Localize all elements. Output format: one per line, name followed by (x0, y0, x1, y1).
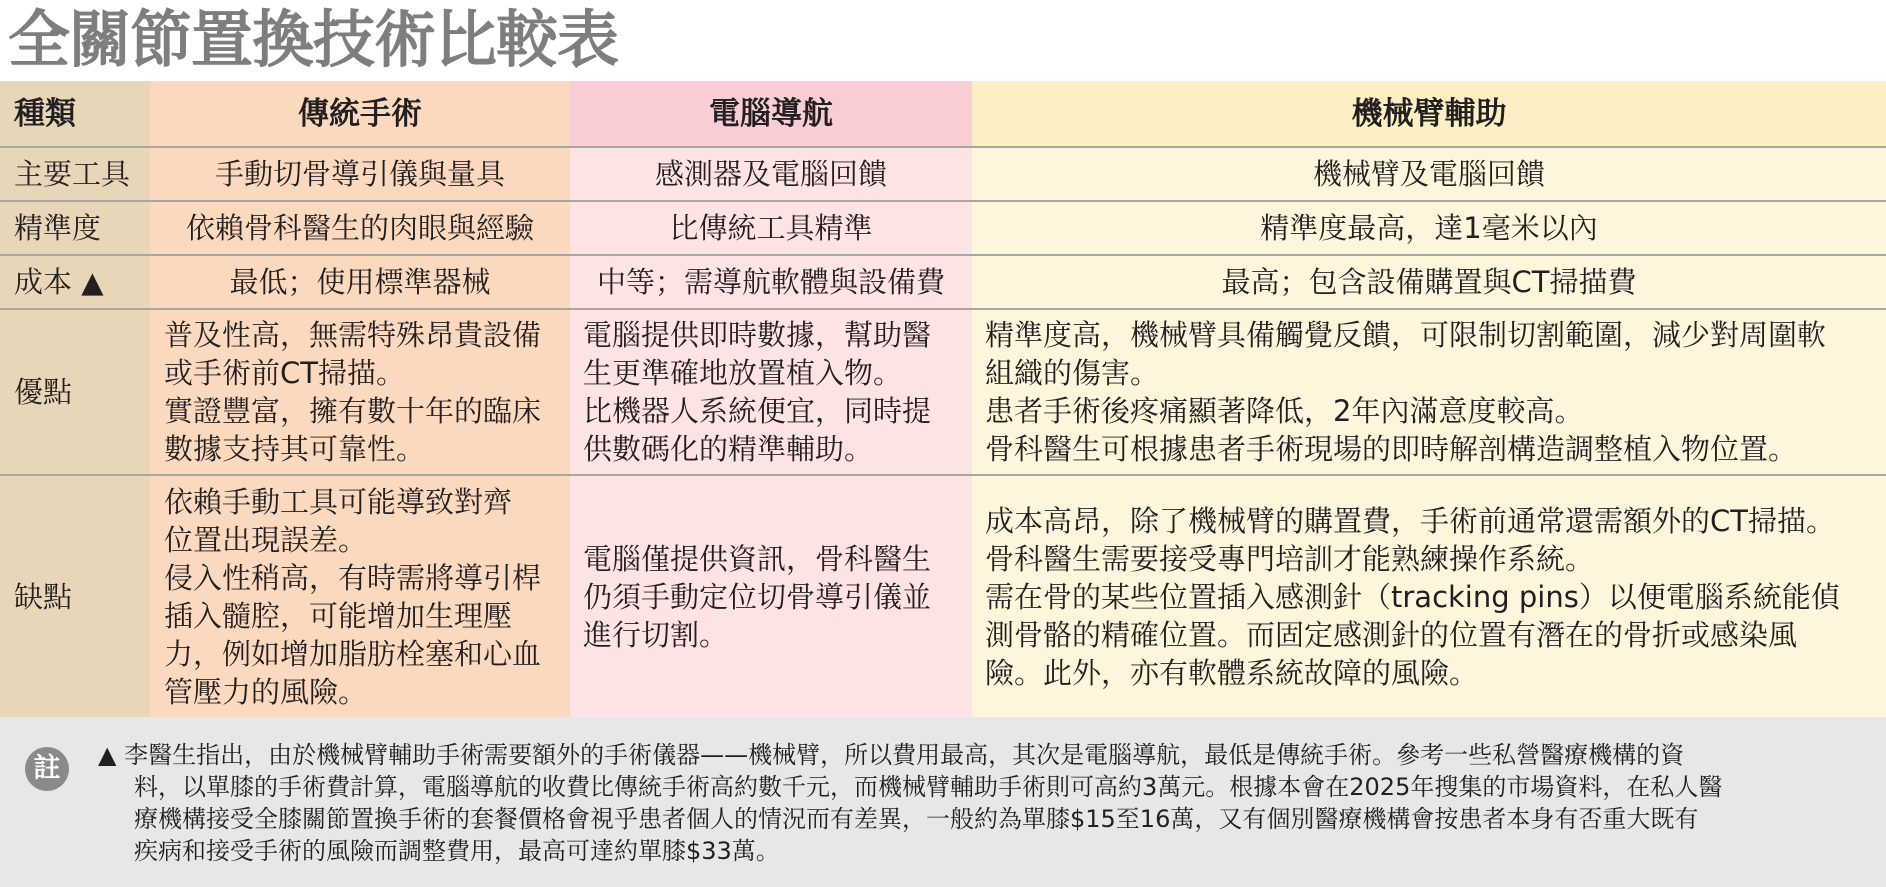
header-robotic: 機械臂輔助 (972, 81, 1886, 147)
cell-disadvantages-traditional: 依賴手動工具可能導致對齊 位置出現誤差。 侵入性稍高，有時需將導引桿 插入髓腔，可能增加生理壓 力，例如增加脂肪栓塞和心血 管壓力的風險。 (150, 475, 570, 717)
row-label-tools: 主要工具 (0, 147, 150, 201)
cell-cost-traditional: 最低；使用標準器械 (150, 255, 570, 309)
table-header-row (0, 81, 1886, 147)
comparison-table (0, 81, 1886, 717)
row-label-advantages: 優點 (0, 309, 150, 475)
cell-disadvantages-navigation: 電腦僅提供資訊，骨科醫生 仍須手動定位切骨導引儀並 進行切割。 (570, 475, 972, 717)
cell-disadvantages-robotic: 成本高昂，除了機械臂的購置費，手術前通常還需額外的CT掃描。 骨科醫生需要接受專門培訓才能熟練操作系統。 需在骨的某些位置插入感測針（tracking pins）以便電腦系統能偵 測骨骼的精確位置。而固定感測針的位置有潛在的骨折或感染風 險。此外，亦有軟體系統故障的風險。 (972, 475, 1886, 717)
table-row-advantages (0, 309, 1886, 475)
cell-cost-navigation: 中等；需導航軟體與設備費 (570, 255, 972, 309)
cell-precision-navigation: 比傳統工具精準 (570, 201, 972, 255)
header-navigation: 電腦導航 (570, 81, 972, 147)
row-label-precision: 精準度 (0, 201, 150, 255)
cell-tools-traditional: 手動切骨導引儀與量具 (150, 147, 570, 201)
footnote-text: ▲ 李醫生指出，由於機械臂輔助手術需要額外的手術儀器——機械臂，所以費用最高，其次是電腦導航，最低是傳統手術。參考一些私營醫療機構的資 料，以單膝的手術費計算，電腦導航的收費比傳統手術高約數千元，而機械臂輔助手術則可高約3萬元。根據本會在2025年搜集的市場資料，在私人醫 療機構接受全膝關節置換手術的套餐價格會視乎患者個人的情況而有差異，一般約為單膝$15至16萬，又有個別醫療機構會按患者本身有否重大既有 疾病和接受手術的風險而調整費用，最高可達約單膝$33萬。 (98, 741, 1723, 865)
cell-advantages-traditional: 普及性高，無需特殊昂貴設備 或手術前CT掃描。 實證豐富，擁有數十年的臨床 數據支持其可靠性。 (150, 309, 570, 475)
note-badge-icon: 註 (25, 747, 69, 791)
table-row-cost (0, 255, 1886, 309)
row-label-disadvantages: 缺點 (0, 475, 150, 717)
cell-precision-traditional: 依賴骨科醫生的肉眼與經驗 (150, 201, 570, 255)
header-traditional: 傳統手術 (150, 81, 570, 147)
cell-tools-navigation: 感測器及電腦回饋 (570, 147, 972, 201)
footnote-box (0, 717, 1886, 887)
cell-advantages-robotic: 精準度高，機械臂具備觸覺反饋，可限制切割範圍，減少對周圍軟 組織的傷害。 患者手術後疼痛顯著降低，2年內滿意度較高。 骨科醫生可根據患者手術現場的即時解剖構造調整植入物位置。 (972, 309, 1886, 475)
cell-tools-robotic: 機械臂及電腦回饋 (972, 147, 1886, 201)
row-label-cost: 成本 ▲ (0, 255, 150, 309)
table-row-disadvantages (0, 475, 1886, 717)
cell-precision-robotic: 精準度最高，達1毫米以內 (972, 201, 1886, 255)
cell-cost-robotic: 最高；包含設備購置與CT掃描費 (972, 255, 1886, 309)
header-category: 種類 (0, 81, 150, 147)
table-row-precision (0, 201, 1886, 255)
page-title: 全關節置換技術比較表 (8, 3, 619, 76)
cell-advantages-navigation: 電腦提供即時數據，幫助醫 生更準確地放置植入物。 比機器人系統便宜，同時提 供數碼化的精準輔助。 (570, 309, 972, 475)
table-row-tools (0, 147, 1886, 201)
